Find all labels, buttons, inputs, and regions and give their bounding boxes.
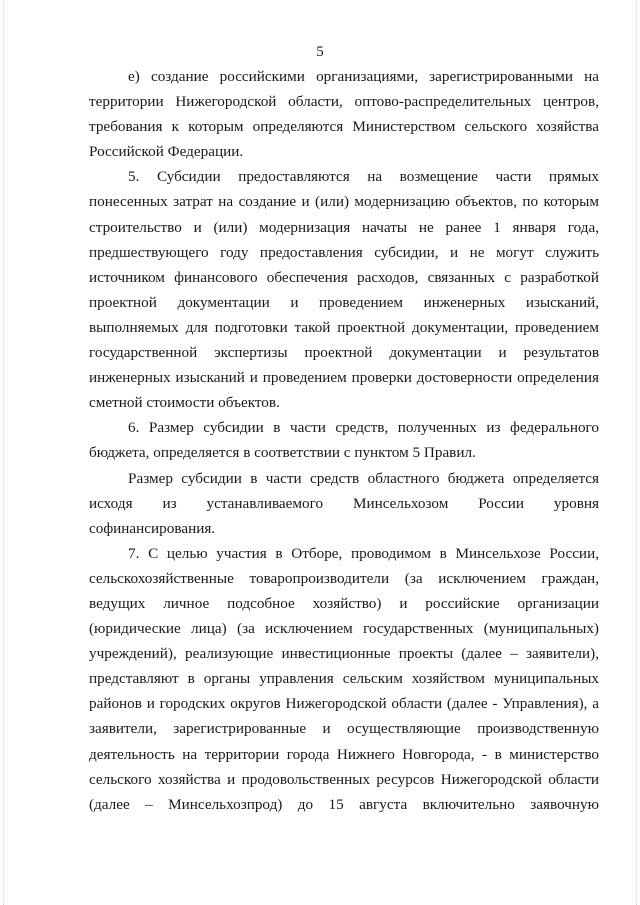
page-edge-right	[636, 0, 637, 905]
text-line: выполняемых для подготовки такой проектной документации, проведением	[89, 318, 599, 336]
text-line: Российской Федерации.	[89, 143, 244, 161]
text-line: Размер субсидии в части средств областного бюджета определяется	[128, 469, 599, 487]
text-line: сметной стоимости объектов.	[89, 394, 280, 412]
text-line: районов и городских округов Нижегородской области (далее - Управления), а	[89, 695, 599, 713]
text-line: (юридические лица) (за исключением государственных (муниципальных)	[89, 620, 599, 638]
text-line: требования к которым определяются Министерством сельского хозяйства	[89, 118, 599, 136]
text-line: деятельность на территории города Нижнего Новгорода, - в министерство	[89, 745, 599, 763]
text-line: источником финансового обеспечения расходов, связанных с разработкой	[89, 268, 599, 286]
text-line: исходя из устанавливаемого Минсельхозом России уровня	[89, 494, 599, 512]
text-line: (далее – Минсельхозпрод) до 15 августа включительно заявочную	[89, 795, 599, 813]
page-number: 5	[316, 44, 324, 60]
text-line: проектной документации и проведением инженерных изысканий,	[89, 293, 599, 311]
text-line: е) создание российскими организациями, зарегистрированными на	[128, 68, 599, 85]
text-line: строительство и (или) модернизация начаты не ранее 1 января года,	[89, 218, 599, 236]
text-line: представляют в органы управления сельским хозяйством муниципальных	[89, 670, 599, 688]
text-line: бюджета, определяется в соответствии с пунктом 5 Правил.	[89, 444, 476, 462]
text-line: 7. С целью участия в Отборе, проводимом в Минсельхозе России,	[128, 544, 599, 562]
text-line: сельского хозяйства и продовольственных ресурсов Нижегородской области	[89, 770, 599, 788]
text-line: 5. Субсидии предоставляются на возмещение части прямых	[128, 168, 599, 186]
text-line: ведущих личное подсобное хозяйство) и российские организации	[89, 594, 599, 612]
text-line: понесенных затрат на создание и (или) модернизацию объектов, по которым	[89, 193, 599, 211]
text-line: сельскохозяйственные товаропроизводители (за исключением граждан,	[89, 569, 599, 587]
text-line: предшествующего году предоставления субсидии, и не могут служить	[89, 243, 599, 261]
text-line: территории Нижегородской области, оптово-распределительных центров,	[89, 93, 599, 111]
text-line: заявители, зарегистрированные и осуществляющие производственную	[89, 720, 599, 738]
text-line: государственной экспертизы проектной документации и результатов	[89, 344, 599, 362]
text-line: инженерных изысканий и проведением проверки достоверности определения	[89, 369, 599, 387]
text-line: софинансирования.	[89, 519, 216, 537]
page-edge-left	[3, 0, 4, 905]
text-line: 6. Размер субсидии в части средств, полученных из федерального	[128, 419, 599, 437]
document-body	[89, 64, 599, 817]
text-line: учреждений), реализующие инвестиционные проекты (далее – заявители),	[89, 645, 599, 663]
